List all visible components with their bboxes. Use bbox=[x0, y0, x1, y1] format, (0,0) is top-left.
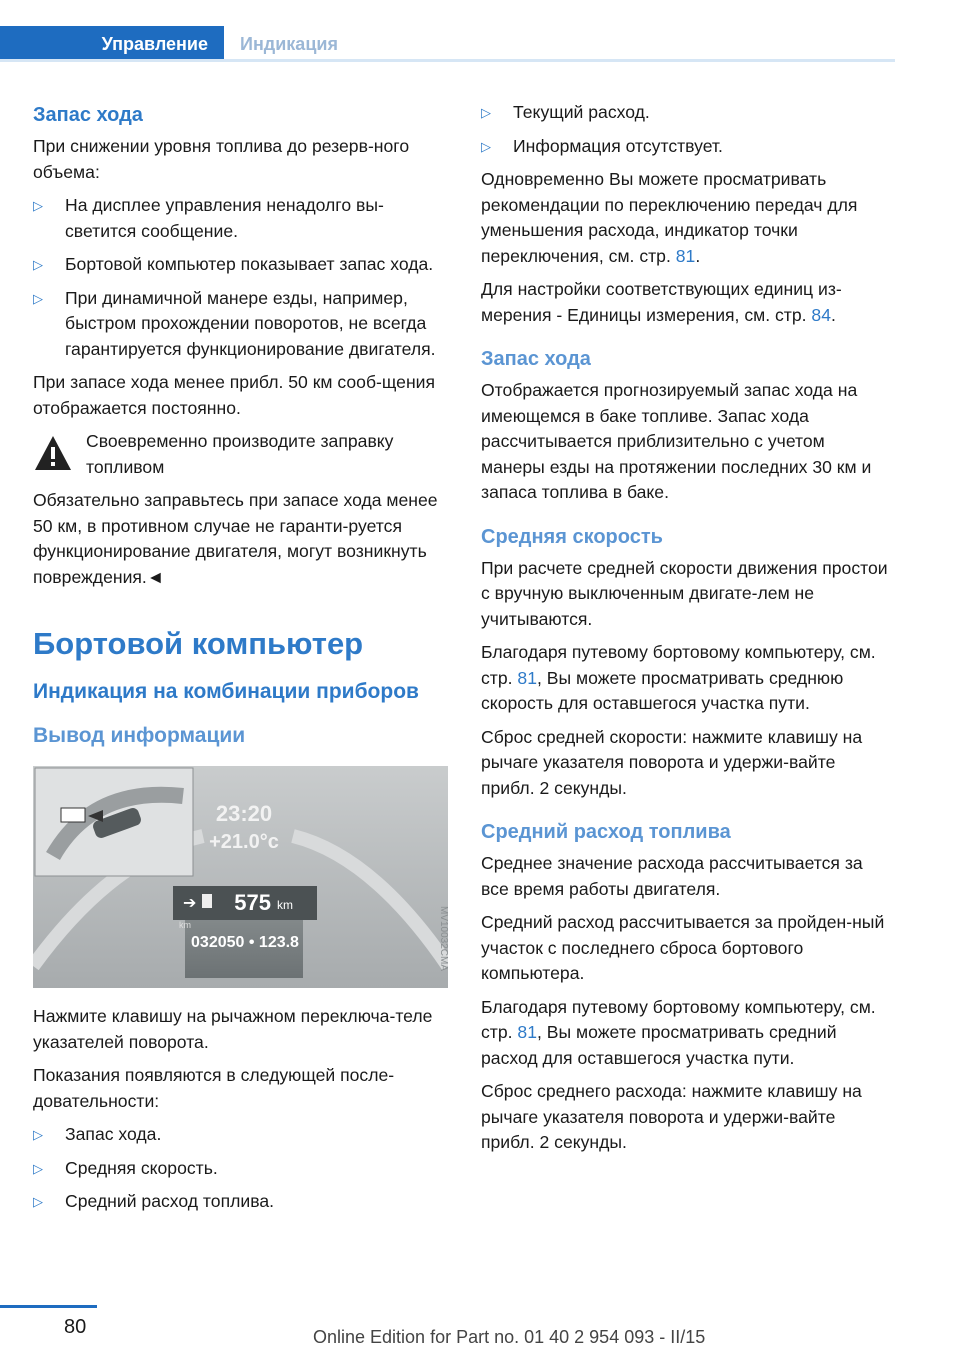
section-heading-avg-speed: Средняя скорость bbox=[481, 525, 663, 548]
list-item-text: Текущий расход. bbox=[513, 102, 650, 122]
paragraph bbox=[481, 167, 893, 269]
warning-triangle-icon bbox=[33, 433, 73, 473]
bullet-list bbox=[33, 193, 445, 362]
right-column bbox=[481, 100, 893, 1164]
paragraph: Нажмите клавишу на рычажном переключа-теле указателей поворота. bbox=[33, 1006, 433, 1052]
section-heading-range: Запас хода bbox=[33, 104, 143, 126]
odometer-readout: 032050 • 123.8 bbox=[191, 934, 299, 951]
paragraph: При запасе хода менее прибл. 50 км сооб-щения отображается постоянно. bbox=[33, 372, 436, 418]
paragraph: Показания появляются в следующей после-довательности: bbox=[33, 1065, 395, 1111]
triangle-bullet-icon: ▷ bbox=[33, 290, 43, 306]
list-item-text: Средний расход топлива. bbox=[65, 1191, 275, 1211]
paragraph-text: Благодаря путевому бортовому компьютеру, см. стр. bbox=[481, 642, 876, 688]
paragraph-text: Благодаря путевому бортовому компьютеру, см. стр. bbox=[481, 996, 876, 1042]
figure-code: MV10032CMA bbox=[438, 906, 448, 972]
bullet-list bbox=[481, 100, 893, 159]
page-link[interactable]: 81 bbox=[517, 1022, 537, 1042]
list-item-text: Запас хода. bbox=[65, 1124, 162, 1144]
list-item-text: При динамичной манере езды, например, быстром прохождении поворотов, не всегда гарантируется функционирование двигателя. bbox=[65, 287, 436, 359]
paragraph bbox=[481, 995, 893, 1072]
list-item bbox=[33, 193, 445, 244]
subsection-title: Вывод информации bbox=[33, 724, 246, 747]
triangle-bullet-icon: ▷ bbox=[33, 1194, 43, 1209]
temperature-readout: +21.0°c bbox=[209, 831, 279, 853]
triangle-bullet-icon: ▷ bbox=[33, 257, 43, 272]
page-link[interactable]: 84 bbox=[811, 304, 831, 325]
paragraph: Средний расход рассчитывается за пройден-ный участок с последнего сброса бортового компьютера. bbox=[481, 912, 885, 983]
instrument-cluster-image bbox=[33, 766, 448, 988]
paragraph-text: Одновременно Вы можете просматривать рекомендации по переключению передач для уменьшения расхода, индикатор точки переключения, см. стр. bbox=[481, 169, 858, 266]
paragraph-text: Для настройки соответствующих единиц из-мерения - Единицы измерения, см. стр. bbox=[481, 279, 842, 325]
paragraph: Сброс средней скорости: нажмите клавишу на рычаге указателя поворота и удержи-вайте прибл. 2 секунды. bbox=[481, 726, 863, 798]
section-title: Индикация на комбинации приборов bbox=[33, 680, 419, 703]
fuel-pump-icon bbox=[202, 894, 212, 908]
paragraph-text: . bbox=[831, 304, 836, 325]
page-link[interactable]: 81 bbox=[675, 245, 696, 266]
paragraph-text: . bbox=[695, 245, 701, 266]
triangle-bullet-icon: ▷ bbox=[481, 105, 491, 120]
triangle-bullet-icon: ▷ bbox=[33, 198, 43, 213]
range-value: 575 bbox=[234, 890, 271, 915]
km-label: km bbox=[179, 920, 191, 930]
arrow-icon: ➔ bbox=[183, 895, 197, 912]
page-link[interactable]: 81 bbox=[517, 667, 537, 688]
edition-text: Online Edition for Part no. 01 40 2 954 093 - II/15 bbox=[313, 1327, 706, 1347]
tab-control[interactable]: Управление bbox=[0, 26, 224, 62]
list-item-text: На дисплее управления ненадолго вы-светится сообщение. bbox=[65, 195, 384, 241]
paragraph: При расчете средней скорости движения простои с вручную выключенным двигате-лем не учитываются. bbox=[481, 557, 888, 629]
page-number: 80 bbox=[64, 1316, 87, 1338]
paragraph: Обязательно заправьтесь при запасе хода менее 50 км, в противном случае не гаранти-руется функционирование двигателя, могут возникнуть повреждения.◄ bbox=[33, 490, 438, 587]
triangle-bullet-icon: ▷ bbox=[481, 138, 491, 154]
tab-display[interactable]: Индикация bbox=[240, 34, 338, 54]
list-item bbox=[481, 134, 893, 160]
paragraph bbox=[481, 640, 893, 717]
list-item bbox=[33, 1156, 445, 1182]
paragraph bbox=[481, 277, 893, 328]
paragraph: Среднее значение расхода рассчитывается за все время работы двигателя. bbox=[481, 853, 863, 899]
list-item bbox=[481, 100, 893, 126]
list-item bbox=[33, 1122, 445, 1148]
section-heading-avg-consumption: Средний расход топлива bbox=[481, 821, 731, 843]
list-item bbox=[33, 252, 445, 278]
footer-rule bbox=[0, 1305, 97, 1308]
list-item-text: Информация отсутствует. bbox=[513, 135, 723, 156]
list-item-text: Средняя скорость. bbox=[65, 1157, 218, 1178]
list-item-text: Бортовой компьютер показывает запас хода. bbox=[65, 254, 434, 274]
warning-note bbox=[33, 429, 445, 480]
paragraph: Сброс среднего расхода: нажмите клавишу на рычаге указателя поворота и удержи-вайте прибл. 2 секунды. bbox=[481, 1081, 862, 1152]
warning-text: Своевременно производите заправку топливом bbox=[86, 431, 394, 477]
triangle-bullet-icon: ▷ bbox=[33, 1160, 43, 1176]
instrument-cluster-figure bbox=[33, 766, 448, 988]
chapter-title: Бортовой компьютер bbox=[33, 626, 364, 661]
bullet-list bbox=[33, 1122, 445, 1215]
header-bar bbox=[0, 26, 895, 62]
section-heading-range: Запас хода bbox=[481, 348, 591, 370]
paragraph: При снижении уровня топлива до резерв-ного объема: bbox=[33, 136, 410, 182]
list-item bbox=[33, 1189, 445, 1215]
triangle-bullet-icon: ▷ bbox=[33, 1127, 43, 1142]
clock-readout: 23:20 bbox=[215, 801, 273, 826]
paragraph-text: , Вы можете просматривать среднюю скорость для оставшегося участка пути. bbox=[481, 667, 844, 713]
list-item bbox=[33, 286, 445, 363]
paragraph: Отображается прогнозируемый запас хода на имеющемся в баке топливе. Запас хода рассчитывается приблизительно с учетом манеры езды на протяжении последних 30 км и запаса топлива в баке. bbox=[481, 380, 872, 502]
left-column bbox=[33, 100, 448, 1223]
range-unit: km bbox=[277, 898, 293, 912]
paragraph-text: , Вы можете просматривать средний расход для оставшегося участка пути. bbox=[481, 1022, 837, 1068]
header-underline bbox=[0, 59, 895, 62]
